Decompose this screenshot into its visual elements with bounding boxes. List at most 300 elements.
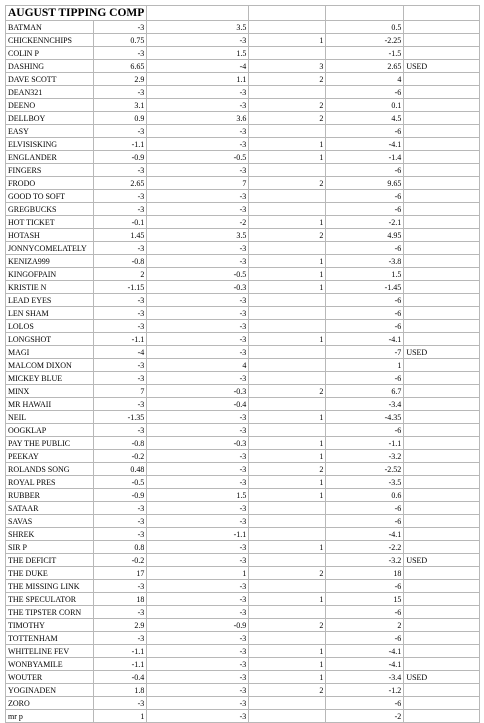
score-cell[interactable] xyxy=(249,424,326,437)
player-name-cell[interactable]: SHREK xyxy=(6,528,94,541)
note-cell[interactable] xyxy=(404,229,480,242)
cell[interactable] xyxy=(326,6,404,21)
score-cell[interactable] xyxy=(249,294,326,307)
score-cell[interactable]: -3 xyxy=(93,125,146,138)
total-cell[interactable]: 2.65 xyxy=(326,60,404,73)
note-cell[interactable] xyxy=(404,294,480,307)
total-cell[interactable]: -4.1 xyxy=(326,658,404,671)
total-cell[interactable]: -2.2 xyxy=(326,541,404,554)
total-cell[interactable]: -2 xyxy=(326,710,404,723)
score-cell[interactable]: 1 xyxy=(249,593,326,606)
score-cell[interactable] xyxy=(249,307,326,320)
score-cell[interactable]: -3 xyxy=(147,593,249,606)
score-cell[interactable]: -3 xyxy=(147,125,249,138)
total-cell[interactable]: -4.1 xyxy=(326,333,404,346)
player-name-cell[interactable]: TIMOTHY xyxy=(6,619,94,632)
score-cell[interactable]: 1 xyxy=(249,671,326,684)
cell[interactable] xyxy=(404,6,480,21)
note-cell[interactable] xyxy=(404,281,480,294)
note-cell[interactable] xyxy=(404,99,480,112)
score-cell[interactable]: 1 xyxy=(249,216,326,229)
player-name-cell[interactable]: TOTTENHAM xyxy=(6,632,94,645)
note-cell[interactable] xyxy=(404,86,480,99)
score-cell[interactable]: -3 xyxy=(93,242,146,255)
score-cell[interactable]: 1.5 xyxy=(147,47,249,60)
total-cell[interactable]: -6 xyxy=(326,125,404,138)
score-cell[interactable]: 2 xyxy=(93,268,146,281)
score-cell[interactable]: 2 xyxy=(249,619,326,632)
score-cell[interactable]: 2 xyxy=(249,99,326,112)
score-cell[interactable]: -3 xyxy=(93,320,146,333)
player-name-cell[interactable]: DEAN321 xyxy=(6,86,94,99)
player-name-cell[interactable]: LEAD EYES xyxy=(6,294,94,307)
score-cell[interactable]: -3 xyxy=(93,632,146,645)
note-cell[interactable] xyxy=(404,73,480,86)
score-cell[interactable]: 1 xyxy=(249,476,326,489)
score-cell[interactable] xyxy=(249,606,326,619)
player-name-cell[interactable]: MICKEY BLUE xyxy=(6,372,94,385)
score-cell[interactable]: 7 xyxy=(147,177,249,190)
score-cell[interactable]: 1 xyxy=(249,268,326,281)
score-cell[interactable]: -3 xyxy=(147,164,249,177)
score-cell[interactable]: 1.45 xyxy=(93,229,146,242)
total-cell[interactable]: -6 xyxy=(326,86,404,99)
note-cell[interactable] xyxy=(404,541,480,554)
note-cell[interactable]: USED xyxy=(404,346,480,359)
note-cell[interactable] xyxy=(404,21,480,34)
score-cell[interactable]: -3 xyxy=(93,372,146,385)
note-cell[interactable] xyxy=(404,255,480,268)
score-cell[interactable]: 1 xyxy=(249,645,326,658)
player-name-cell[interactable]: KENIZA999 xyxy=(6,255,94,268)
score-cell[interactable]: 2 xyxy=(249,385,326,398)
score-cell[interactable]: -3 xyxy=(147,320,249,333)
score-cell[interactable]: 7 xyxy=(93,385,146,398)
note-cell[interactable]: USED xyxy=(404,554,480,567)
score-cell[interactable]: -3 xyxy=(147,411,249,424)
score-cell[interactable]: -0.5 xyxy=(147,151,249,164)
player-name-cell[interactable]: GREGBUCKS xyxy=(6,203,94,216)
score-cell[interactable]: -0.2 xyxy=(93,554,146,567)
score-cell[interactable]: -0.3 xyxy=(147,281,249,294)
note-cell[interactable] xyxy=(404,307,480,320)
note-cell[interactable]: USED xyxy=(404,60,480,73)
total-cell[interactable]: -4.1 xyxy=(326,138,404,151)
score-cell[interactable]: -3 xyxy=(93,359,146,372)
score-cell[interactable] xyxy=(249,47,326,60)
player-name-cell[interactable]: THE SPECULATOR xyxy=(6,593,94,606)
note-cell[interactable] xyxy=(404,151,480,164)
total-cell[interactable]: 4.95 xyxy=(326,229,404,242)
player-name-cell[interactable]: ELVISISKING xyxy=(6,138,94,151)
score-cell[interactable]: -0.8 xyxy=(93,437,146,450)
score-cell[interactable]: -1.1 xyxy=(93,658,146,671)
player-name-cell[interactable]: KRISTIE N xyxy=(6,281,94,294)
note-cell[interactable] xyxy=(404,632,480,645)
player-name-cell[interactable]: HOT TICKET xyxy=(6,216,94,229)
note-cell[interactable] xyxy=(404,203,480,216)
score-cell[interactable]: -3 xyxy=(147,463,249,476)
total-cell[interactable]: -7 xyxy=(326,346,404,359)
player-name-cell[interactable]: WHITELINE FEV xyxy=(6,645,94,658)
score-cell[interactable]: -0.8 xyxy=(93,255,146,268)
total-cell[interactable]: 15 xyxy=(326,593,404,606)
score-cell[interactable]: -1.15 xyxy=(93,281,146,294)
player-name-cell[interactable]: THE TIPSTER CORN xyxy=(6,606,94,619)
score-cell[interactable]: -0.2 xyxy=(93,450,146,463)
total-cell[interactable]: 1.5 xyxy=(326,268,404,281)
note-cell[interactable] xyxy=(404,177,480,190)
total-cell[interactable]: -3.4 xyxy=(326,671,404,684)
score-cell[interactable]: -3 xyxy=(147,450,249,463)
score-cell[interactable]: 0.8 xyxy=(93,541,146,554)
total-cell[interactable]: 6.7 xyxy=(326,385,404,398)
note-cell[interactable] xyxy=(404,112,480,125)
note-cell[interactable] xyxy=(404,710,480,723)
score-cell[interactable]: -3 xyxy=(147,710,249,723)
player-name-cell[interactable]: MINX xyxy=(6,385,94,398)
score-cell[interactable]: -3 xyxy=(93,21,146,34)
total-cell[interactable]: 4.5 xyxy=(326,112,404,125)
total-cell[interactable]: 18 xyxy=(326,567,404,580)
total-cell[interactable]: 0.1 xyxy=(326,99,404,112)
score-cell[interactable]: -3 xyxy=(147,190,249,203)
total-cell[interactable]: -6 xyxy=(326,307,404,320)
player-name-cell[interactable]: FRODO xyxy=(6,177,94,190)
player-name-cell[interactable]: MR HAWAII xyxy=(6,398,94,411)
score-cell[interactable]: -3 xyxy=(93,86,146,99)
note-cell[interactable] xyxy=(404,320,480,333)
score-cell[interactable]: 1.5 xyxy=(147,489,249,502)
score-cell[interactable]: -3 xyxy=(147,684,249,697)
score-cell[interactable]: 3.6 xyxy=(147,112,249,125)
total-cell[interactable]: -2.25 xyxy=(326,34,404,47)
sheet-title[interactable]: AUGUST TIPPING COMP xyxy=(6,6,147,21)
score-cell[interactable]: -1.1 xyxy=(93,138,146,151)
total-cell[interactable]: 0.6 xyxy=(326,489,404,502)
note-cell[interactable] xyxy=(404,684,480,697)
score-cell[interactable]: -3 xyxy=(147,255,249,268)
player-name-cell[interactable]: ROLANDS SONG xyxy=(6,463,94,476)
total-cell[interactable]: -4.1 xyxy=(326,528,404,541)
score-cell[interactable]: -0.9 xyxy=(147,619,249,632)
total-cell[interactable]: -6 xyxy=(326,372,404,385)
score-cell[interactable]: 3.1 xyxy=(93,99,146,112)
score-cell[interactable]: -3 xyxy=(147,632,249,645)
score-cell[interactable]: -3 xyxy=(93,398,146,411)
note-cell[interactable] xyxy=(404,333,480,346)
score-cell[interactable] xyxy=(249,203,326,216)
score-cell[interactable]: 2 xyxy=(249,73,326,86)
player-name-cell[interactable]: DEENO xyxy=(6,99,94,112)
player-name-cell[interactable]: SAVAS xyxy=(6,515,94,528)
note-cell[interactable] xyxy=(404,411,480,424)
total-cell[interactable]: -6 xyxy=(326,697,404,710)
score-cell[interactable] xyxy=(249,710,326,723)
note-cell[interactable] xyxy=(404,242,480,255)
score-cell[interactable]: 1 xyxy=(249,34,326,47)
score-cell[interactable] xyxy=(249,125,326,138)
total-cell[interactable]: 1 xyxy=(326,359,404,372)
score-cell[interactable]: -3 xyxy=(147,645,249,658)
player-name-cell[interactable]: WOUTER xyxy=(6,671,94,684)
score-cell[interactable]: -0.5 xyxy=(93,476,146,489)
score-cell[interactable]: -3 xyxy=(93,203,146,216)
player-name-cell[interactable]: SATAAR xyxy=(6,502,94,515)
score-cell[interactable] xyxy=(249,580,326,593)
player-name-cell[interactable]: LOLOS xyxy=(6,320,94,333)
score-cell[interactable] xyxy=(249,359,326,372)
score-cell[interactable]: -3 xyxy=(93,424,146,437)
score-cell[interactable] xyxy=(249,346,326,359)
score-cell[interactable]: 1 xyxy=(249,450,326,463)
total-cell[interactable]: -6 xyxy=(326,502,404,515)
player-name-cell[interactable]: YOGINADEN xyxy=(6,684,94,697)
note-cell[interactable] xyxy=(404,216,480,229)
score-cell[interactable] xyxy=(249,86,326,99)
player-name-cell[interactable]: LONGSHOT xyxy=(6,333,94,346)
note-cell[interactable] xyxy=(404,489,480,502)
total-cell[interactable]: -6 xyxy=(326,164,404,177)
player-name-cell[interactable]: OOGKLAP xyxy=(6,424,94,437)
score-cell[interactable]: -3 xyxy=(147,307,249,320)
score-cell[interactable]: 1 xyxy=(147,567,249,580)
note-cell[interactable] xyxy=(404,515,480,528)
score-cell[interactable]: -3 xyxy=(93,697,146,710)
player-name-cell[interactable]: BATMAN xyxy=(6,21,94,34)
score-cell[interactable] xyxy=(249,398,326,411)
score-cell[interactable]: -1.35 xyxy=(93,411,146,424)
score-cell[interactable]: -1.1 xyxy=(93,333,146,346)
score-cell[interactable]: -4 xyxy=(93,346,146,359)
score-cell[interactable]: 1.8 xyxy=(93,684,146,697)
score-cell[interactable]: -0.4 xyxy=(147,398,249,411)
total-cell[interactable]: 9.65 xyxy=(326,177,404,190)
score-cell[interactable]: -3 xyxy=(93,580,146,593)
note-cell[interactable] xyxy=(404,580,480,593)
player-name-cell[interactable]: ENGLANDER xyxy=(6,151,94,164)
score-cell[interactable]: -3 xyxy=(147,671,249,684)
score-cell[interactable]: 2 xyxy=(249,463,326,476)
score-cell[interactable] xyxy=(249,502,326,515)
score-cell[interactable]: 1 xyxy=(249,255,326,268)
score-cell[interactable] xyxy=(249,190,326,203)
note-cell[interactable] xyxy=(404,372,480,385)
score-cell[interactable]: -3 xyxy=(147,554,249,567)
score-cell[interactable]: -3 xyxy=(93,515,146,528)
score-cell[interactable]: 3.5 xyxy=(147,21,249,34)
player-name-cell[interactable]: KINGOFPAIN xyxy=(6,268,94,281)
score-cell[interactable]: -1.1 xyxy=(147,528,249,541)
score-cell[interactable]: -3 xyxy=(147,658,249,671)
total-cell[interactable]: 4 xyxy=(326,73,404,86)
score-cell[interactable]: 1 xyxy=(249,411,326,424)
note-cell[interactable] xyxy=(404,697,480,710)
score-cell[interactable]: -3 xyxy=(93,164,146,177)
score-cell[interactable]: -2 xyxy=(147,216,249,229)
total-cell[interactable]: -6 xyxy=(326,203,404,216)
total-cell[interactable]: -6 xyxy=(326,294,404,307)
score-cell[interactable] xyxy=(249,164,326,177)
score-cell[interactable]: 1 xyxy=(249,138,326,151)
note-cell[interactable] xyxy=(404,34,480,47)
score-cell[interactable]: -3 xyxy=(147,138,249,151)
score-cell[interactable]: -0.9 xyxy=(93,151,146,164)
total-cell[interactable]: -6 xyxy=(326,606,404,619)
note-cell[interactable] xyxy=(404,593,480,606)
score-cell[interactable]: -3 xyxy=(147,333,249,346)
score-cell[interactable]: -3 xyxy=(93,307,146,320)
note-cell[interactable] xyxy=(404,268,480,281)
total-cell[interactable]: -4.1 xyxy=(326,645,404,658)
score-cell[interactable]: -3 xyxy=(147,541,249,554)
score-cell[interactable]: -3 xyxy=(147,346,249,359)
score-cell[interactable]: -3 xyxy=(147,606,249,619)
score-cell[interactable]: 0.75 xyxy=(93,34,146,47)
player-name-cell[interactable]: SIR P xyxy=(6,541,94,554)
score-cell[interactable]: -0.5 xyxy=(147,268,249,281)
score-cell[interactable]: -3 xyxy=(147,424,249,437)
score-cell[interactable]: 1 xyxy=(93,710,146,723)
total-cell[interactable]: -6 xyxy=(326,632,404,645)
note-cell[interactable] xyxy=(404,398,480,411)
score-cell[interactable]: -3 xyxy=(147,502,249,515)
score-cell[interactable]: -3 xyxy=(147,580,249,593)
score-cell[interactable] xyxy=(249,320,326,333)
total-cell[interactable]: 2 xyxy=(326,619,404,632)
note-cell[interactable] xyxy=(404,450,480,463)
note-cell[interactable] xyxy=(404,138,480,151)
player-name-cell[interactable]: mr p xyxy=(6,710,94,723)
player-name-cell[interactable]: HOTASH xyxy=(6,229,94,242)
total-cell[interactable]: -3.8 xyxy=(326,255,404,268)
total-cell[interactable]: -6 xyxy=(326,190,404,203)
score-cell[interactable]: -3 xyxy=(147,476,249,489)
score-cell[interactable]: 1 xyxy=(249,281,326,294)
total-cell[interactable]: -1.5 xyxy=(326,47,404,60)
note-cell[interactable] xyxy=(404,567,480,580)
score-cell[interactable] xyxy=(249,554,326,567)
note-cell[interactable] xyxy=(404,437,480,450)
total-cell[interactable]: 0.5 xyxy=(326,21,404,34)
player-name-cell[interactable]: LEN SHAM xyxy=(6,307,94,320)
total-cell[interactable]: -6 xyxy=(326,515,404,528)
score-cell[interactable]: -0.1 xyxy=(93,216,146,229)
note-cell[interactable] xyxy=(404,476,480,489)
score-cell[interactable]: -3 xyxy=(147,515,249,528)
player-name-cell[interactable]: GOOD TO SOFT xyxy=(6,190,94,203)
score-cell[interactable]: 0.48 xyxy=(93,463,146,476)
score-cell[interactable] xyxy=(249,632,326,645)
score-cell[interactable]: 4 xyxy=(147,359,249,372)
player-name-cell[interactable]: WONBYAMILE xyxy=(6,658,94,671)
score-cell[interactable]: 1 xyxy=(249,437,326,450)
note-cell[interactable] xyxy=(404,385,480,398)
note-cell[interactable] xyxy=(404,190,480,203)
total-cell[interactable]: -2.1 xyxy=(326,216,404,229)
score-cell[interactable] xyxy=(249,242,326,255)
note-cell[interactable] xyxy=(404,47,480,60)
score-cell[interactable]: -3 xyxy=(147,203,249,216)
total-cell[interactable]: -1.1 xyxy=(326,437,404,450)
player-name-cell[interactable]: CHICKENNCHIPS xyxy=(6,34,94,47)
score-cell[interactable]: -0.4 xyxy=(93,671,146,684)
score-cell[interactable]: 2 xyxy=(249,567,326,580)
player-name-cell[interactable]: DAVE SCOTT xyxy=(6,73,94,86)
player-name-cell[interactable]: JONNYCOMELATELY xyxy=(6,242,94,255)
score-cell[interactable]: -3 xyxy=(93,190,146,203)
total-cell[interactable]: -6 xyxy=(326,320,404,333)
score-cell[interactable]: 1 xyxy=(249,541,326,554)
cell[interactable] xyxy=(249,6,326,21)
total-cell[interactable]: -3.2 xyxy=(326,554,404,567)
player-name-cell[interactable]: PEEKAY xyxy=(6,450,94,463)
score-cell[interactable]: -3 xyxy=(93,502,146,515)
player-name-cell[interactable]: FINGERS xyxy=(6,164,94,177)
score-cell[interactable] xyxy=(249,697,326,710)
score-cell[interactable]: -3 xyxy=(147,294,249,307)
score-cell[interactable]: 3.5 xyxy=(147,229,249,242)
total-cell[interactable]: -3.4 xyxy=(326,398,404,411)
score-cell[interactable]: 1 xyxy=(249,151,326,164)
player-name-cell[interactable]: EASY xyxy=(6,125,94,138)
score-cell[interactable]: -3 xyxy=(93,47,146,60)
note-cell[interactable] xyxy=(404,528,480,541)
note-cell[interactable] xyxy=(404,658,480,671)
score-cell[interactable] xyxy=(249,372,326,385)
total-cell[interactable]: -2.52 xyxy=(326,463,404,476)
score-cell[interactable]: -3 xyxy=(93,528,146,541)
player-name-cell[interactable]: THE DEFICIT xyxy=(6,554,94,567)
total-cell[interactable]: -6 xyxy=(326,242,404,255)
score-cell[interactable]: 1 xyxy=(249,658,326,671)
total-cell[interactable]: -6 xyxy=(326,424,404,437)
total-cell[interactable]: -6 xyxy=(326,580,404,593)
score-cell[interactable]: 2.9 xyxy=(93,619,146,632)
note-cell[interactable]: USED xyxy=(404,671,480,684)
score-cell[interactable]: -4 xyxy=(147,60,249,73)
score-cell[interactable]: -0.3 xyxy=(147,437,249,450)
score-cell[interactable]: -3 xyxy=(147,99,249,112)
note-cell[interactable] xyxy=(404,645,480,658)
score-cell[interactable]: -3 xyxy=(147,372,249,385)
score-cell[interactable]: 6.65 xyxy=(93,60,146,73)
score-cell[interactable]: 18 xyxy=(93,593,146,606)
player-name-cell[interactable]: THE DUKE xyxy=(6,567,94,580)
player-name-cell[interactable]: RUBBER xyxy=(6,489,94,502)
note-cell[interactable] xyxy=(404,125,480,138)
player-name-cell[interactable]: THE MISSING LINK xyxy=(6,580,94,593)
score-cell[interactable]: 2 xyxy=(249,177,326,190)
score-cell[interactable]: 2.65 xyxy=(93,177,146,190)
total-cell[interactable]: -1.45 xyxy=(326,281,404,294)
note-cell[interactable] xyxy=(404,164,480,177)
score-cell[interactable]: -3 xyxy=(93,606,146,619)
total-cell[interactable]: -1.4 xyxy=(326,151,404,164)
score-cell[interactable]: 1 xyxy=(249,333,326,346)
player-name-cell[interactable]: MAGI xyxy=(6,346,94,359)
score-cell[interactable]: -0.9 xyxy=(93,489,146,502)
score-cell[interactable]: 1 xyxy=(249,489,326,502)
score-cell[interactable]: 1.1 xyxy=(147,73,249,86)
score-cell[interactable]: 2 xyxy=(249,684,326,697)
player-name-cell[interactable]: COLIN P xyxy=(6,47,94,60)
score-cell[interactable]: 17 xyxy=(93,567,146,580)
note-cell[interactable] xyxy=(404,502,480,515)
player-name-cell[interactable]: ROYAL PRES xyxy=(6,476,94,489)
note-cell[interactable] xyxy=(404,424,480,437)
total-cell[interactable]: -3.2 xyxy=(326,450,404,463)
